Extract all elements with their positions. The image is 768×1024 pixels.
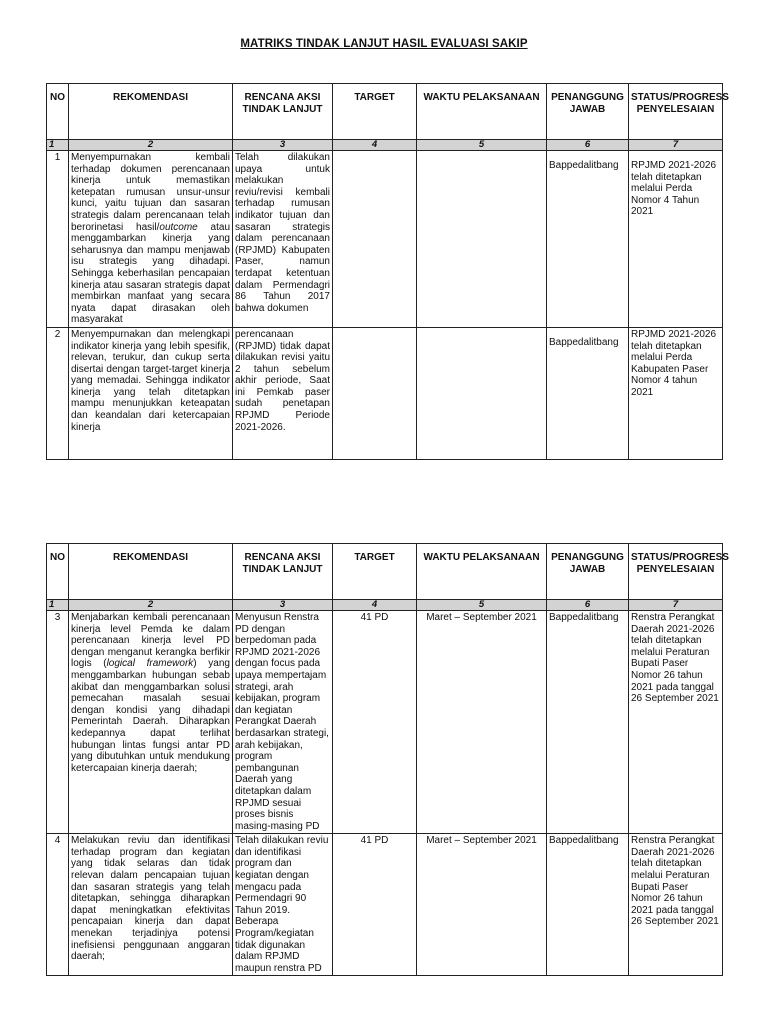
header-row [47,544,723,600]
header-no: NO [47,84,69,140]
waktu-cell [417,327,547,459]
table-row [47,611,723,834]
rekomendasi-cell: Menjabarkan kembali perencanaan kinerja level Pemda ke dalam perencanaan kinerja level PD dengan menganut kerangka berfikir logis (logical framework) yang menggambarkan hubungan sebab akibat dan menggambarkan solusi pemecahan masalah sesuai dengan kondisi yang dihadapi Pemerintah Daerah. Diharapkan kedepannya dapat terlihat hubungan lintas fungsi antar PD yang dibutuhkan untuk mendukung ketercapaian kinerja daerah; [69,611,233,834]
header-no: NO [47,544,69,600]
col-number: 6 [547,600,629,611]
rencana-cell: Telah dilakukan upaya untuk melakukan reviu/revisi kembali terhadap rumusan indikator tujuan dan sasaran strategis dalam perencanaan (RPJMD) Kabupaten Paser, namun terdapat ketentuan dalam Permendagri 86 Tahun 2017 bahwa dokumen [233,151,333,328]
document-title: MATRIKS TINDAK LANJUT HASIL EVALUASI SAKIP [240,38,528,50]
rencana-cell: Telah dilakukan reviu dan identifikasi program dan kegiatan dengan mengacu pada Permendagri 90 Tahun 2019. Beberapa Program/kegiatan tidak digunakan dalam RPJMD maupun renstra PD [233,834,333,976]
header-penanggung: PENANGGUNG JAWAB [547,84,629,140]
header-target: TARGET [333,84,417,140]
penanggung-cell: Bappedalitbang [547,151,629,328]
rekomendasi-cell: Menyempurnakan dan melengkapi indikator kinerja yang lebih spesifik, relevan, terukur, dan cukup serta disertai dengan target-target kinerja yang memadai. Sehingga indikator kinerja yang telah ditetapkan mampu menunjukkan keteapatan dan keandalan dari ketercapaian kinerja [69,327,233,459]
col-number: 6 [547,140,629,151]
row-number: 2 [47,327,69,459]
target-cell [333,151,417,328]
row-number: 1 [47,151,69,328]
waktu-cell: Maret – September 2021 [417,611,547,834]
col-number: 5 [417,140,547,151]
table-row [47,327,723,459]
status-cell: Renstra Perangkat Daerah 2021-2026 telah ditetapkan melalui Peraturan Bupati Paser Nomor 26 tahun 2021 pada tanggal 26 September 2021 [629,834,723,976]
header-waktu: WAKTU PELAKSANAAN [417,544,547,600]
column-number-row [47,140,723,151]
waktu-cell [417,151,547,328]
col-number: 3 [233,600,333,611]
row-number: 4 [47,834,69,976]
target-cell: 41 PD [333,611,417,834]
col-number: 5 [417,600,547,611]
table-row [47,151,723,328]
header-status: STATUS/PROGRESS PENYELESAIAN [629,84,723,140]
header-rekomendasi: REKOMENDASI [69,544,233,600]
matrix-table-2 [46,543,729,976]
rekomendasi-text: Menyempurnakan kembali terhadap dokumen perencanaan kinerja untuk memastikan ketepatan rumusan unsur-unsur kunci, yaitu tujuan dan sasaran strategis dalam perencanaan telah berorinetasi hasil/outcome atau menggambarkan kinerja yang seharusnya dan mampu menjawab isu strategis yang dihadapi. Sehingga keberhasilan pencapaian kinerja atau sasaran strategis dapat membirkan manfaat yang secara nyata dapat dirasakan oleh masyarakat [71,152,230,326]
row-number: 3 [47,611,69,834]
col-number: 2 [69,140,233,151]
col-number: 1 [47,140,69,151]
table-row [47,834,723,976]
col-number: 4 [333,600,417,611]
penanggung-cell: Bappedalitbang [547,834,629,976]
rencana-cell: perencanaan (RPJMD) tidak dapat dilakukan revisi yaitu 2 tahun sebelum akhir periode, Saat ini Pemkab paser sudah penetapan RPJMD Periode 2021-2026. [233,327,333,459]
penanggung-cell: Bappedalitbang [547,327,629,459]
matrix-table-1 [46,83,729,460]
rekomendasi-cell [69,151,233,328]
header-rekomendasi: REKOMENDASI [69,84,233,140]
col-number: 7 [629,600,723,611]
status-cell: Renstra Perangkat Daerah 2021-2026 telah ditetapkan melalui Peraturan Bupati Paser Nomor 26 tahun 2021 pada tanggal 26 September 2021 [629,611,723,834]
column-number-row [47,600,723,611]
col-number: 2 [69,600,233,611]
col-number: 3 [233,140,333,151]
col-number: 7 [629,140,723,151]
header-rencana: RENCANA AKSI TINDAK LANJUT [233,544,333,600]
waktu-cell: Maret – September 2021 [417,834,547,976]
header-row [47,84,723,140]
penanggung-cell: Bappedalitbang [547,611,629,834]
header-penanggung: PENANGGUNG JAWAB [547,544,629,600]
status-cell: RPJMD 2021-2026 telah ditetapkan melalui Perda Nomor 4 Tahun 2021 [629,151,723,328]
header-status: STATUS/PROGRESS PENYELESAIAN [629,544,723,600]
status-cell: RPJMD 2021-2026 telah ditetapkan melalui Perda Kabupaten Paser Nomor 4 tahun 2021 [629,327,723,459]
target-cell [333,327,417,459]
header-waktu: WAKTU PELAKSANAAN [417,84,547,140]
rekomendasi-cell: Melakukan reviu dan identifikasi terhadap program dan kegiatan yang tidak selaras dan tidak relevan dalam pencapaian tujuan dan sasaran strategis yang telah ditetapkan, sehingga diharapkan dapat meningkatkan efektivitas pencapaian kinerja dan dapat menekan terjadinjya potensi inefisiensi penggunaan anggaran daerah; [69,834,233,976]
col-number: 1 [47,600,69,611]
header-target: TARGET [333,544,417,600]
rencana-cell: Menyusun Renstra PD dengan berpedoman pada RPJMD 2021-2026 dengan focus pada upaya mempertajam strategi, arah kebijakan, program dan kegiatan Perangkat Daerah berdasarkan strategi, arah kebijakan, program pembangunan Daerah yang ditetapkan dalam RPJMD sesuai proses bisnis masing-masing PD [233,611,333,834]
header-rencana: RENCANA AKSI TINDAK LANJUT [233,84,333,140]
col-number: 4 [333,140,417,151]
target-cell: 41 PD [333,834,417,976]
